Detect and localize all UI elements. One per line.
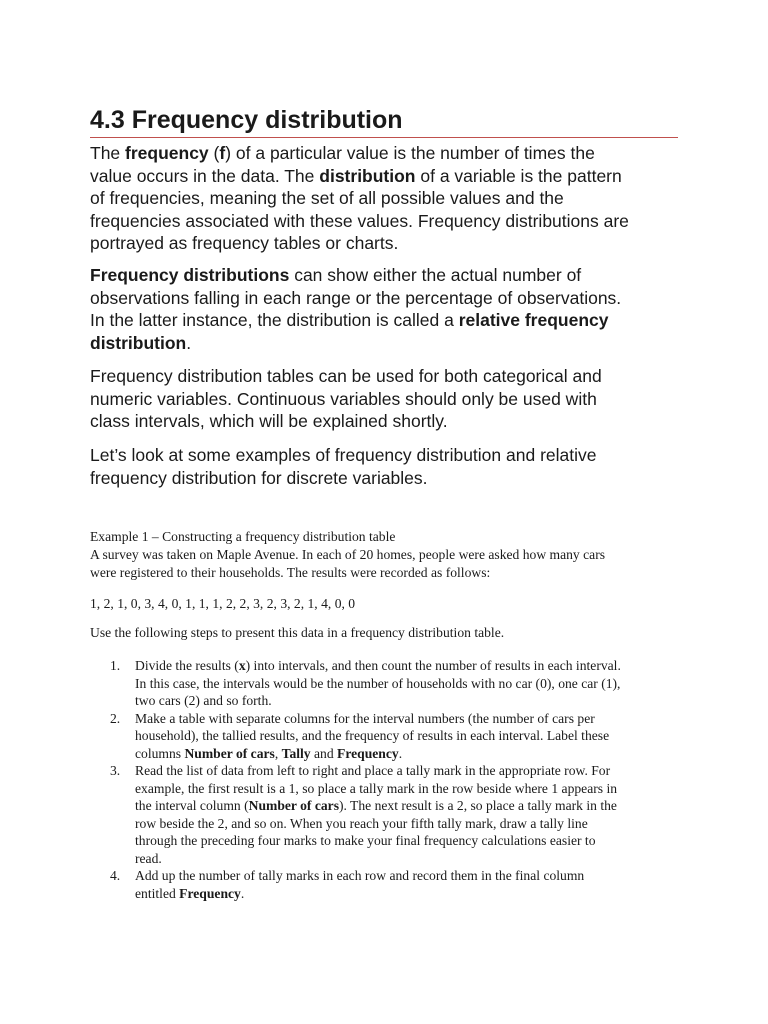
intro-paragraph-2 [90, 264, 690, 354]
paragraph-line: portrayed as frequency tables or charts. [90, 233, 399, 253]
paragraph-line: value occurs in the data. The distribution of a variable is the pattern [90, 165, 622, 186]
step-item: 4. Add up the number of tally marks in each row and record them in the final column entitled Frequency. [110, 868, 585, 901]
term-number-of-cars-2: Number of cars [248, 798, 339, 813]
survey-results: 1, 2, 1, 0, 3, 4, 0, 1, 1, 1, 2, 2, 3, 2, 3, 2, 1, 4, 0, 0 [90, 596, 356, 611]
paragraph-line: distribution. [90, 332, 192, 353]
paragraph-line: of frequencies, meaning the set of all possible values and the [90, 188, 564, 208]
paragraph-line: observations falling in each range or the percentage of observations. [90, 287, 622, 308]
paragraph-line: class intervals, which will be explained shortly. [90, 411, 448, 431]
instruction-text: Use the following steps to present this data in a frequency distribution table. [90, 625, 505, 640]
paragraph-line: frequency distribution for discrete variables. [90, 467, 428, 488]
paragraph-line: were registered to their households. The results were recorded as follows: [90, 564, 491, 580]
survey-description [90, 546, 690, 581]
term-x: x [238, 658, 246, 673]
term-number-of-cars: Number of cars [184, 745, 275, 761]
step-number: 3. [110, 763, 121, 778]
paragraph-line: Frequency distribution tables can be used for both categorical and [90, 366, 602, 386]
intro-paragraph-3 [90, 365, 690, 433]
step-number: 1. [110, 658, 121, 673]
paragraph-line: Frequency distributions can show either the actual number of [90, 265, 582, 285]
heading-underline [90, 137, 678, 138]
section-heading: 4.3 Frequency distribution [90, 106, 403, 134]
paragraph-line: In the latter instance, the distribution is called a relative frequency [90, 310, 609, 330]
term-f: f [219, 143, 226, 163]
term-distribution: distribution [319, 165, 416, 186]
step-item: 1. Divide the results (x) into intervals, and then count the number of results in each interval. In this case, the intervals would be the number of households with no car (0), one car (1), two cars (2) and so forth. [110, 658, 621, 708]
step-number: 4. [110, 868, 121, 883]
steps-list [110, 657, 690, 902]
step-item: 3. Read the list of data from left to right and place a tally mark in the appropriate row. For example, the first result is a 1, so place a tally mark in the row beside where 1 appears in the interval column (Number of cars). The next result is a 2, so place a tally mark in the row beside the 2, and so on. When you reach your fifth tally mark, draw a tally line through the preceding four marks to make your final frequency calculations easier to read. [110, 763, 618, 866]
paragraph-line: A survey was taken on Maple Avenue. In each of 20 homes, people were asked how many cars [90, 547, 606, 562]
step-number: 2. [110, 710, 121, 726]
term-distribution-2: distribution [90, 332, 187, 353]
step-item: 2. Make a table with separate columns for the interval numbers (the number of cars per household), the tallied results, and the frequency of results in each interval. Label these columns Number of cars, Tally and Frequency. [110, 710, 610, 761]
intro-paragraph-1 [90, 142, 690, 255]
paragraph-line: numeric variables. Continuous variables should only be used with [90, 388, 597, 409]
term-frequency-column: Frequency [337, 745, 399, 761]
paragraph-line: frequencies associated with these values. Frequency distributions are [90, 210, 629, 231]
paragraph-line: Let’s look at some examples of frequency distribution and relative [90, 445, 597, 465]
example-title: Example 1 – Constructing a frequency distribution table [90, 529, 396, 544]
intro-paragraph-4 [90, 444, 690, 489]
term-tally: Tally [281, 745, 311, 761]
term-relative-frequency: relative frequency [458, 310, 609, 330]
term-frequency: frequency [125, 143, 209, 163]
term-frequency-2: Frequency [179, 885, 241, 901]
paragraph-line: The frequency (f) of a particular value is the number of times the [90, 143, 595, 163]
term-frequency-distributions: Frequency distributions [90, 265, 290, 285]
